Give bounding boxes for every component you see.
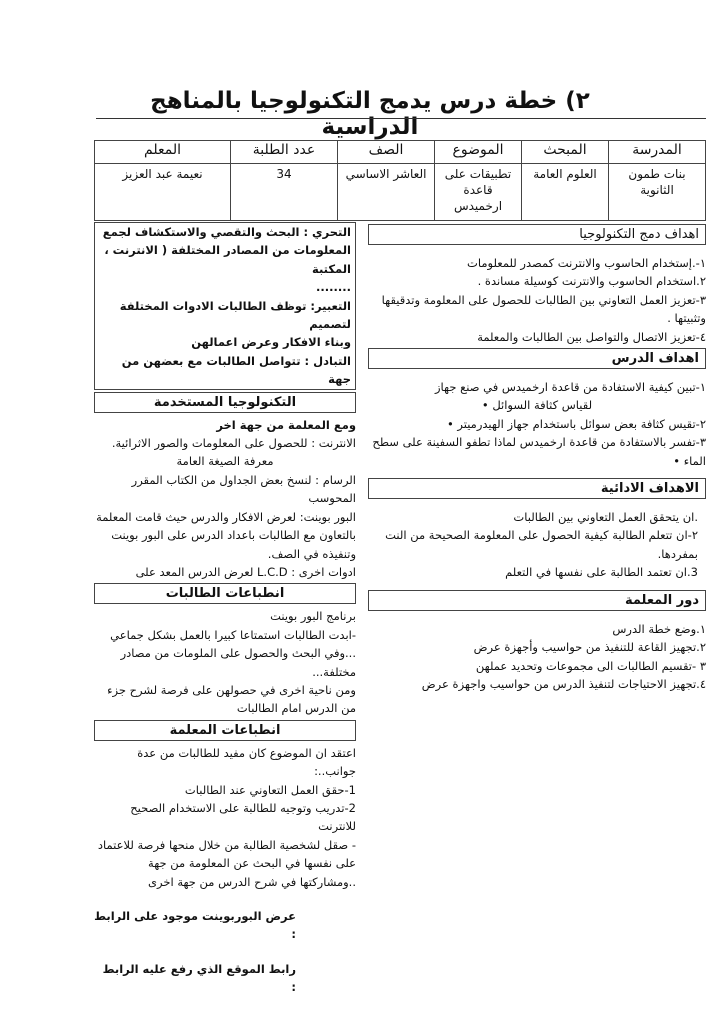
performance-goal-1: .ان يتحقق العمل التعاوني بين الطالبات [513,510,698,525]
lesson-goals-heading: اهداف الدرس [368,348,706,369]
powerpoint-link-label: عرض البوربوينت موجود على الرابط : [94,909,296,942]
teacher-role-3: ٣ -تقسيم الطالبات الى مجموعات وتحديد عملهن [475,658,706,673]
site-link-label: رابط الموقع الذي رفع عليه الرابط : [102,961,296,995]
integration-goals-heading: اهداف دمج التكنولوجيا [368,224,706,245]
performance-goals-heading: الاهداف الادائية [368,478,706,499]
teacher-role-2: ٢.تجهيز القاعة للتنفيذ من حواسيب وأجهزة عرض [473,640,706,655]
teacher-role-4: ٤.تجهيز الاحتياجات لتنفيذ الدرس من حواسيب واجهزة عرض [421,676,706,691]
info-header-row [95,141,706,164]
performance-goal-3: 3.ان تعتمد الطالبة على نفسها في التعلم [505,565,698,580]
value-subject: العلوم العامة [522,164,609,221]
tech-line-other-tools: ادوات اخرى : L.C.D لعرض الدرس المعد على [135,564,356,579]
header-topic: الموضوع [435,141,522,164]
teacher-impressions-heading: انطباعات المعلمة [94,720,356,741]
tech-line-teacher: ومع المعلمة من جهة اخر [216,417,356,432]
page-title: ٢) خطة درس يدمج التكنولوجيا بالمناهج الدراسية [150,88,590,140]
value-school: بنات طمون الثانوية [609,164,706,221]
integration-goal-4: ٤-تعزيز الاتصال والتواصل بين الطالبات والمعلمة [477,329,706,344]
tech-line-building: وبناء الافكار وعرض اعمالهن [191,335,351,350]
tech-line-inquiry: التحري : البحث والتقصي والاستكشاف لجمع [102,225,351,239]
students-line-1: برنامج البور بوينت [270,609,356,624]
teacher-line-4: - صقل لشخصية الطالبة من خلال منحها فرصة للاعتماد على نفسها في البحث عن المعلومة من جهة ..ومشاركتها في شرح الدرس من جهة اخرى [97,837,356,889]
header-grade: الصف [338,141,435,164]
tech-line-dots: ........ [316,280,351,295]
right-column [368,222,706,693]
teacher-role-1: ١.وضع خطة الدرس [612,621,706,636]
tech-box [94,222,356,390]
tech-line-powerpoint: البور بوينت: لعرض الافكار والدرس حيث قامت المعلمة بالتعاون مع الطالبات باعداد الدرس على البور بوينت وتنفيذه في الصف. [96,509,356,561]
integration-goal-3: ٣-تعزيز العمل التعاوني بين الطالبات للحصول على المعلومة وتدقيقها وتثبيتها . [381,292,706,326]
tech-line-paint: الرسام : لنسخ بعض الجداول من الكتاب المقرر المحوسب [131,472,356,506]
lesson-goal-3: ٣-تفسر بالاستفادة من قاعدة ارخميدس لماذا تطفو السفينة على سطح الماء • [372,435,706,468]
left-column [94,222,356,997]
tech-line-expression: التعبير: توظف الطالبات الادوات المختلفة لتصميم [119,298,351,332]
header-subject: المبحث [522,141,609,164]
tech-line-internet: الانترنت : للحصول على المعلومات والصور الاثرائية. [111,436,356,451]
integration-goal-1: ١-.إستخدام الحاسوب والانترنت كمصدر للمعلومات [467,256,706,270]
header-students-count: عدد الطلبة [231,141,338,164]
lesson-info-table [94,140,706,221]
value-students-count: 34 [231,164,338,221]
teacher-role-heading: دور المعلمة [368,590,706,611]
value-grade: العاشر الاساسي [338,164,435,221]
students-impressions-heading: انطباعات الطالبات [94,583,356,604]
lesson-goal-1b: لقياس كثافة السوائل • [481,398,593,413]
info-value-row [95,164,706,221]
title-divider [96,118,706,119]
students-line-2: -ابدت الطالبات استمتاعا كبيرا بالعمل بشكل جماعي ...وفي البحث والحصول على الملومات من مصادر مختلفة... [110,627,356,679]
tech-line-exchange: التبادل : تتواصل الطالبات مع بعضهن من جهة [121,353,351,387]
header-teacher: المعلم [95,141,231,164]
students-line-3: ومن ناحية اخرى في حصولهن على فرصة لشرح جزء من الدرس امام الطالبات [107,682,356,716]
integration-goal-2: ٢.استخدام الحاسوب والانترنت كوسيلة مساندة . [477,274,706,289]
header-school: المدرسة [609,141,706,164]
teacher-line-3: 2-تدريب وتوجيه للطالبة على الاستخدام الصحيح للانترنت [130,800,356,834]
tech-line-formula: معرفة الصيغة العامة [176,454,274,469]
teacher-line-2: 1-حقق العمل التعاوني عند الطالبات [184,782,356,797]
value-topic: تطبيقات على قاعدة ارخميدس [435,164,522,221]
performance-goal-2: ٢-ان تتعلم الطالبة كيفية الحصول على المعلومة الصحيحة من النت بمفردها. [385,528,698,561]
teacher-line-1: اعتقد ان الموضوع كان مفيد للطالبات من عدة جوانب..: [137,745,356,779]
lesson-goal-1: ١-تبين كيفية الاستفادة من قاعدة ارخميدس في صنع جهاز [435,380,706,395]
lesson-goal-2: ٢-تقيس كثافة بعض سوائل باستخدام جهاز الهيدرميتر • [446,416,706,431]
tech-line-sources: المعلومات من المصادر المختلفة ( الانترنت ، المكتبة [104,243,351,276]
tech-used-heading: التكنولوجيا المستخدمة [94,392,356,413]
value-teacher: نعيمة عبد العزيز [95,164,231,221]
